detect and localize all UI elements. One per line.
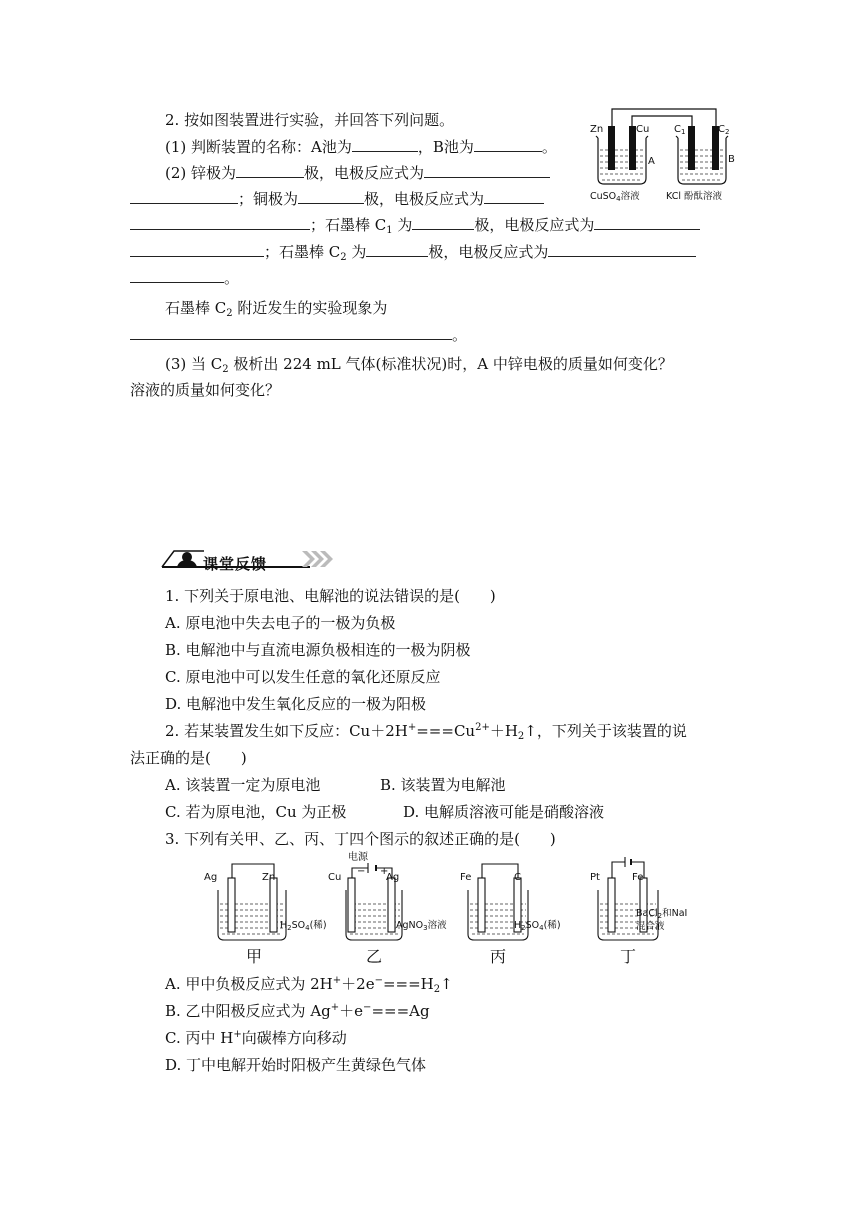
label-b: B — [728, 154, 735, 165]
fb2-stem-line1: 2. 若某装置发生如下反应：$Cu+2H^+===Cu^{2+}+H_2↑$，下列关于该装置的说 — [165, 722, 687, 742]
label-minus: − — [357, 866, 366, 877]
answer-blank — [130, 268, 224, 283]
fb1-option-b: B. 电解池中与直流电源负极相连的一极为阴极 — [165, 641, 471, 659]
label-c1: $C_1$ — [674, 124, 686, 136]
q2-part1-text-b: ，B池为 — [417, 138, 474, 156]
label-ag: Ag — [204, 872, 218, 883]
fb1-option-a: A. 原电池中失去电子的一极为负极 — [165, 614, 396, 632]
q2-ji1: 极，电极反应式为 — [364, 190, 485, 208]
answer-blank — [130, 189, 238, 204]
label-h2so4-bing: $H_2SO_4$(稀) — [514, 920, 561, 932]
answer-blank — [352, 137, 418, 152]
fb2-option-d: D. 电解质溶液可能是硝酸溶液 — [403, 803, 605, 821]
four-cells-figure — [200, 852, 688, 972]
q2-part1 — [165, 137, 557, 157]
q2-ji2: 极，电极反应式为 — [474, 216, 595, 234]
q2-part2-line4 — [130, 242, 696, 262]
label-cu: Cu — [636, 124, 650, 135]
label-ding: 丁 — [620, 947, 637, 966]
label-power-source: 电源 — [348, 852, 368, 863]
label-bing: 丙 — [490, 947, 507, 966]
label-zn: Zn — [590, 124, 604, 135]
q2-part2-line5 — [130, 268, 239, 288]
q2-semi1: ；铜极为 — [238, 190, 299, 208]
label-yi: 乙 — [366, 947, 383, 966]
label-cu: Cu — [328, 872, 342, 883]
answer-blank — [130, 242, 264, 257]
q2-wei2: 为 — [346, 243, 367, 261]
section-title: 课堂反馈 — [203, 555, 268, 573]
q2-p3-sub: 2 — [222, 364, 229, 375]
answer-blank — [130, 325, 452, 340]
q2-sub1: 1 — [386, 225, 393, 236]
q2-semi3: ；石墨棒 C — [264, 243, 341, 261]
answer-blank — [130, 215, 310, 230]
label-kcl-solution: KCl 酚酞溶液 — [666, 191, 723, 202]
q2-ji3: 极，电极反应式为 — [428, 243, 549, 261]
q2-part1-end: 。 — [541, 138, 557, 156]
q2-part2-text-a: (2) 锌极为 — [165, 164, 237, 182]
q2-part2-line3 — [130, 215, 700, 235]
q2-phenomenon — [165, 298, 387, 318]
label-h2so4-jia: $H_2SO_4$(稀) — [280, 920, 327, 932]
q2-part2-line2 — [130, 189, 544, 209]
label-fe-2: Fe — [632, 872, 644, 883]
label-ag-2: Ag — [386, 872, 400, 883]
q2-semi2: ；石墨棒 C — [310, 216, 387, 234]
label-bacl2-nai: BaCl$_2$和NaI — [636, 908, 688, 920]
label-c: C — [514, 872, 521, 883]
person-icon — [177, 552, 197, 567]
label-a: A — [648, 156, 655, 167]
q2-p3-b: 极析出 224 mL 气体(标准状况)时，A 中锌电极的质量如何变化？ — [228, 355, 673, 373]
q2-dot: 。 — [224, 269, 240, 287]
fb3-stem: 3. 下列有关甲、乙、丙、丁四个图示的叙述正确的是( ) — [165, 830, 556, 848]
fb1-stem: 1. 下列关于原电池、电解池的说法错误的是( ) — [165, 587, 496, 605]
fb2-option-b: B. 该装置为电解池 — [380, 776, 506, 794]
label-cuso4-solution: CuSO$_4$溶液 — [590, 191, 640, 203]
answer-blank — [594, 215, 700, 230]
label-fe: Fe — [460, 872, 472, 883]
answer-blank — [484, 189, 544, 204]
q2-phen-sub: 2 — [226, 308, 233, 319]
electrochemical-cells-figure — [586, 104, 744, 206]
label-mixture: 混合液 — [636, 921, 665, 932]
fb1-option-c: C. 原电池中可以发生任意的氧化还原反应 — [165, 668, 441, 686]
q2-part3-line2: 溶液的质量如何变化？ — [130, 381, 281, 399]
label-plus: + — [380, 866, 389, 877]
fb3-option-b: B. 乙中阳极反应式为 Ag+＋e−===Ag — [165, 1002, 430, 1020]
label-pt: Pt — [590, 872, 600, 883]
answer-blank — [548, 242, 696, 257]
q2-phen-a: 石墨棒 C — [165, 299, 227, 317]
label-zn: Zn — [262, 872, 276, 883]
answer-blank — [474, 137, 542, 152]
q2-sub2: 2 — [340, 252, 347, 263]
label-jia: 甲 — [246, 947, 263, 966]
q2-phen-dot: 。 — [452, 326, 468, 344]
fb3-option-d: D. 丁中电解开始时阳极产生黄绿色气体 — [165, 1056, 427, 1074]
answer-blank — [424, 163, 550, 178]
fb2-stem-line2: 法正确的是( ) — [130, 749, 247, 767]
q2-wei1: 为 — [392, 216, 413, 234]
q2-p3-a: (3) 当 C — [165, 355, 223, 373]
q2-phen-b: 附近发生的实验现象为 — [232, 299, 388, 317]
q2-phenomenon-answer — [130, 325, 467, 345]
answer-blank — [366, 242, 428, 257]
fb2-option-c: C. 若为原电池，Cu 为正极 — [165, 803, 347, 821]
q2-part3-line1 — [165, 354, 673, 374]
fb3-option-a: A. 甲中负极反应式为 $2H^++2e^-===H_2↑$ — [165, 975, 453, 995]
answer-blank — [298, 189, 364, 204]
label-agno3: AgNO$_3$溶液 — [396, 920, 447, 932]
label-c2: $C_2$ — [718, 124, 730, 136]
q2-intro: 2. 按如图装置进行实验，并回答下列问题。 — [165, 111, 455, 129]
fb3-option-c: C. 丙中 H+向碳棒方向移动 — [165, 1029, 347, 1047]
q2-part2-line1 — [165, 163, 550, 183]
answer-blank — [412, 215, 474, 230]
fb1-option-d: D. 电解池中发生氧化反应的一极为阳极 — [165, 695, 427, 713]
q2-part1-text-a: (1) 判断装置的名称：A池为 — [165, 138, 352, 156]
answer-blank — [236, 163, 304, 178]
q2-part2-text-b: 极，电极反应式为 — [304, 164, 425, 182]
chevrons-icon — [302, 551, 333, 567]
fb2-option-a: A. 该装置一定为原电池 — [165, 776, 321, 794]
